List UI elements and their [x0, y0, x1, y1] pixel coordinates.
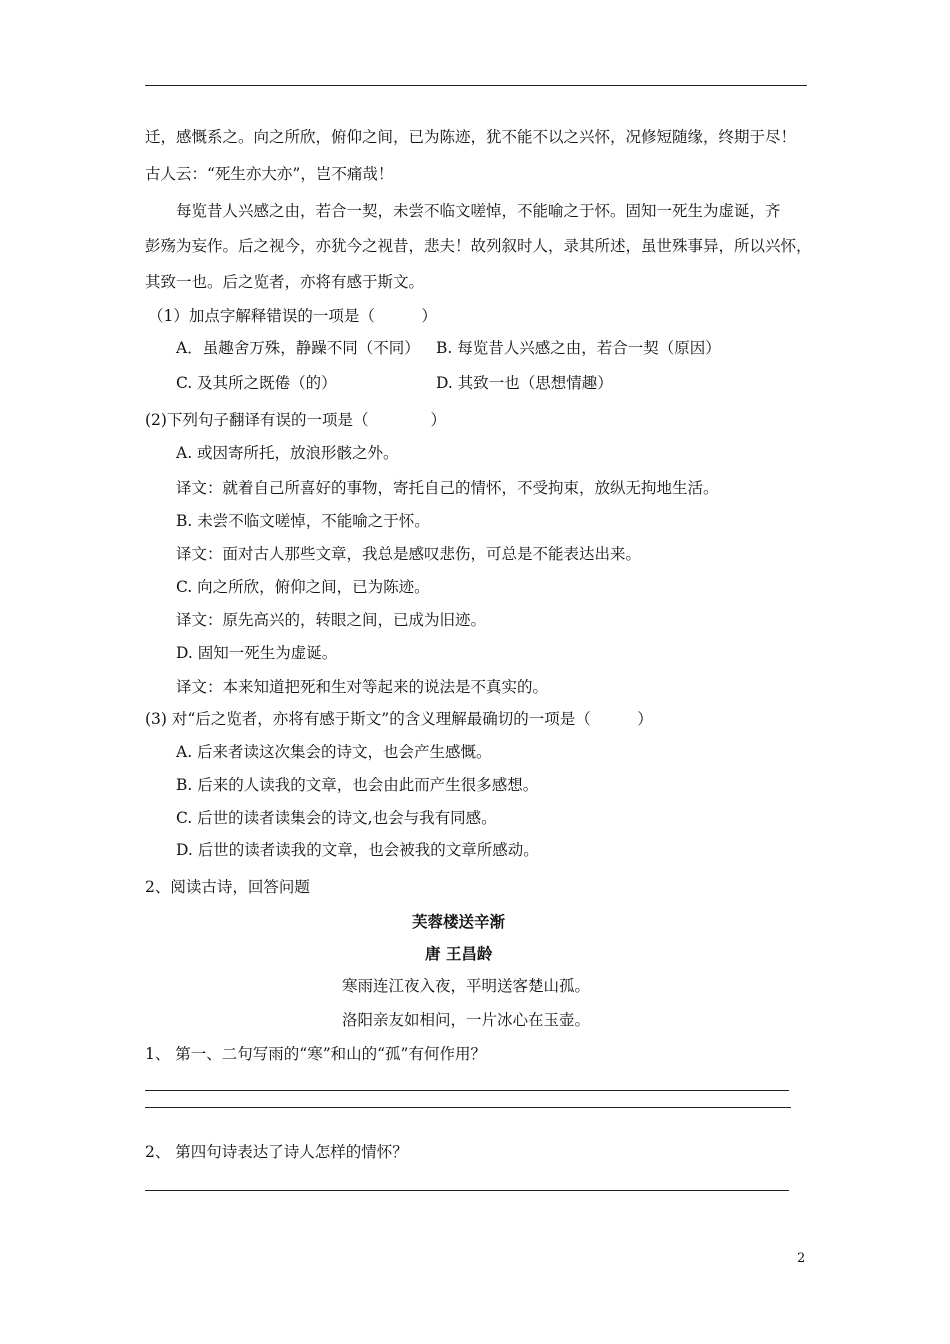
- q2-option-c: C. 向之所欣，俯仰之间，已为陈迹。: [176, 578, 430, 596]
- passage-line-5: 其致一也。后之览者，亦将有感于斯文。: [145, 273, 425, 291]
- poem-title: 芙蓉楼送辛渐: [412, 912, 506, 931]
- q2-option-b-translation: 译文：面对古人那些文章，我总是感叹悲伤，可总是不能表达出来。: [176, 545, 642, 563]
- page-number: 2: [797, 1251, 806, 1266]
- q2-option-d: D. 固知一死生为虚诞。: [176, 644, 338, 662]
- answer-line-2: [145, 1107, 791, 1108]
- answer-line-1: [145, 1090, 789, 1091]
- q2-stem: (2)下列句子翻译有误的一项是（ ）: [145, 411, 446, 429]
- q2-option-b: B. 未尝不临文嗟悼，不能喻之于怀。: [176, 512, 430, 530]
- sub-question-1: 1、 第一、二句写雨的“寒”和山的“孤”有何作用？: [145, 1045, 486, 1063]
- q2-option-c-translation: 译文：原先高兴的，转眼之间，已成为旧迹。: [176, 611, 487, 629]
- answer-line-3: [145, 1190, 789, 1191]
- q3-option-a: A. 后来者读这次集会的诗文，也会产生感慨。: [176, 743, 492, 761]
- q1-option-a: A．虽趣舍万殊，静躁不同（不同）: [176, 339, 420, 357]
- q3-option-d: D. 后世的读者读我的文章，也会被我的文章所感动。: [176, 841, 539, 859]
- passage-line-2: 古人云：“死生亦大亦”，岂不痛哉！: [145, 165, 394, 183]
- poem-line-2: 洛阳亲友如相问，一片冰心在玉壶。: [342, 1011, 591, 1029]
- q2-option-d-translation: 译文：本来知道把死和生对等起来的说法是不真实的。: [176, 678, 549, 696]
- q3-stem: (3) 对“后之览者，亦将有感于斯文”的含义理解最确切的一项是（ ）: [145, 710, 653, 728]
- poem-line-1: 寒雨连江夜入夜，平明送客楚山孤。: [342, 977, 591, 995]
- sub-question-2: 2、 第四句诗表达了诗人怎样的情怀？: [145, 1143, 408, 1161]
- header-rule: [145, 85, 807, 86]
- passage-line-3: 每览昔人兴感之由，若合一契，未尝不临文嗟悼，不能喻之于怀。固知一死生为虚诞，齐: [176, 202, 781, 220]
- poem-author: 唐 王昌龄: [425, 944, 493, 963]
- q1-option-d: D. 其致一也（思想情趣）: [436, 374, 613, 392]
- passage-line-1: 迁，感慨系之。向之所欣，俯仰之间，已为陈迹，犹不能不以之兴怀，况修短随缘，终期于尽！: [145, 128, 797, 146]
- q1-option-c: C. 及其所之既倦（的）: [176, 374, 337, 392]
- q1-option-b: B. 每览昔人兴感之由，若合一契（原因）: [436, 339, 721, 357]
- section-2-heading: 2、阅读古诗，回答问题: [145, 878, 310, 896]
- q2-option-a-translation: 译文：就着自己所喜好的事物，寄托自己的情怀，不受拘束，放纵无拘地生活。: [176, 479, 719, 497]
- passage-line-4: 彭殇为妄作。后之视今，亦犹今之视昔，悲夫！故列叙时人，录其所述，虽世殊事异，所以兴怀，: [145, 237, 812, 255]
- q3-option-c: C. 后世的读者读集会的诗文,也会与我有同感。: [176, 809, 497, 827]
- q3-option-b: B. 后来的人读我的文章，也会由此而产生很多感想。: [176, 776, 539, 794]
- q2-option-a: A. 或因寄所托，放浪形骸之外。: [176, 444, 399, 462]
- q1-stem: （1）加点字解释错误的一项是（ ）: [148, 307, 437, 325]
